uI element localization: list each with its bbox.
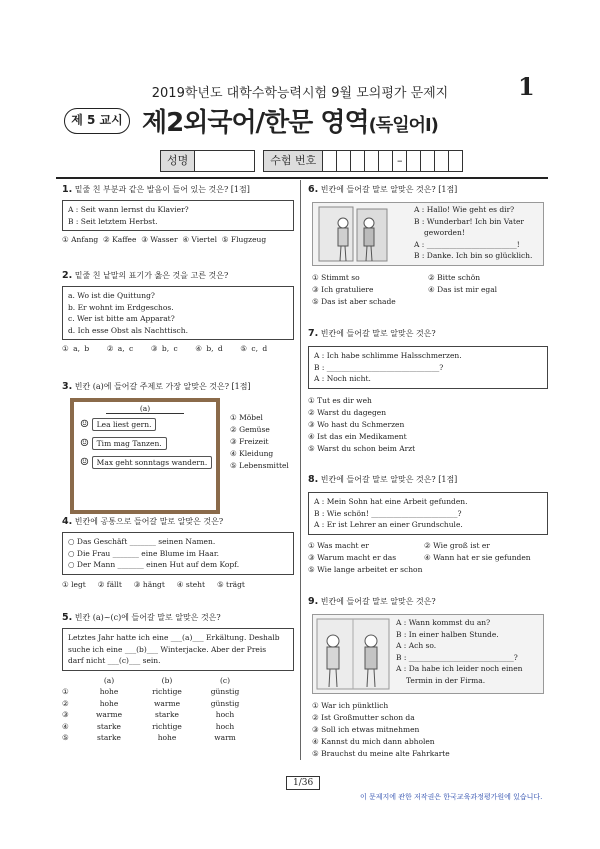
name-label: 성명 [160, 150, 195, 172]
q5-cell: richtige [152, 687, 182, 696]
exam-no-digit[interactable] [435, 150, 449, 172]
exam-no-digit[interactable] [421, 150, 435, 172]
q5-cell: starke [155, 710, 179, 719]
q6-line: B : Danke. Ich bin so glücklich. [414, 251, 533, 260]
q5-cell: richtige [152, 721, 182, 731]
question-1 [62, 184, 294, 246]
exam-title: 2019학년도 대학수학능력시험 9월 모의평가 문제지 [151, 86, 449, 101]
q2-option[interactable]: ① a, b [62, 344, 90, 353]
q5-option-num[interactable]: ⑤ [62, 733, 69, 742]
q7-prompt: 빈칸에 들어갈 말로 알맞은 것은? [320, 329, 436, 338]
q1-number: 1. [62, 184, 73, 195]
q3-option[interactable]: ② Gemüse [230, 425, 270, 434]
q4-line: ○ Der Mann _______ einen Hut auf dem Kopf. [68, 560, 240, 569]
subject-main: 제2외국어/한문 영역 [142, 108, 369, 138]
q8-option-row [308, 540, 548, 552]
q7-line: A : Ich habe schlimme Halsschmerzen. [314, 351, 462, 360]
q4-option[interactable]: ② fällt [97, 579, 122, 589]
q8-number: 8. [308, 474, 319, 485]
q5-cell: günstig [210, 687, 240, 696]
q7-line: A : Noch nicht. [314, 374, 371, 383]
q2-number: 2. [62, 270, 73, 281]
q9-option[interactable]: ⑤ Brauchst du meine alte Fahrkarte [312, 749, 450, 758]
subject-title [142, 102, 438, 139]
q5-header: (b) [161, 675, 173, 685]
q9-illustration [313, 615, 393, 693]
q6-illustration [313, 203, 395, 265]
q8-option[interactable]: ⑤ Wie lange arbeitet er schon [308, 564, 423, 574]
q5-cell: warme [95, 710, 123, 719]
session-badge: 제 5 교시 [64, 108, 130, 134]
exam-no-digit[interactable] [449, 150, 463, 172]
q8-option[interactable]: ④ Wann hat er sie gefunden [424, 552, 531, 562]
q9-line: A : Ach so. [396, 641, 437, 650]
question-4 [62, 516, 294, 591]
q5-prompt: 빈칸 (a)~(c)에 들어갈 말로 알맞은 것은? [74, 613, 221, 622]
q3-bubble-row [80, 456, 214, 469]
q8-option[interactable]: ③ Warum macht er das [308, 552, 397, 562]
q6-option[interactable]: ⑤ Das ist aber schade [312, 297, 396, 306]
q8-line: B : Wie schön! _______________________? [314, 508, 462, 518]
q2-line: a. Wo ist die Quittung? [68, 291, 155, 300]
q3-option[interactable]: ① Möbel [230, 413, 263, 422]
copyright-note: 이 문제지에 관한 저작권은 한국교육과정평가원에 있습니다. [360, 793, 543, 801]
q6-option[interactable]: ② Bitte schön [428, 273, 481, 282]
q5-option-row[interactable] [62, 698, 254, 710]
q5-cell: hoch [215, 721, 235, 731]
q1-option[interactable]: ④ Viertel [182, 235, 217, 244]
footer-page-indicator: 1/36 [286, 776, 320, 790]
q9-option[interactable]: ③ Soll ich etwas mitnehmen [312, 725, 420, 734]
q6-dialog [414, 204, 542, 262]
header-rule [56, 177, 548, 179]
q6-option[interactable]: ③ Ich gratuliere [312, 285, 374, 294]
q5-cell: starke [97, 721, 121, 731]
q2-line: b. Er wohnt im Erdgeschos. [68, 302, 174, 312]
smiley-icon: ☺ [80, 419, 89, 430]
q5-line: Letztes Jahr hatte ich eine ___(a)___ Erkältung. Deshalb [68, 633, 280, 642]
q3-bubble: Tim mag Tanzen. [92, 437, 167, 450]
question-3 [62, 381, 294, 393]
q3-option[interactable]: ⑤ Lebensmittel [230, 461, 289, 470]
exam-no-digit[interactable] [351, 150, 365, 172]
q3-frame-label: (a) [106, 404, 184, 414]
q5-line: darf nicht ___(c)___ sein. [68, 656, 161, 665]
q8-dialog-box [308, 492, 548, 535]
q9-option[interactable]: ① War ich pünktlich [312, 701, 389, 710]
footer-total: 36 [301, 778, 314, 788]
q3-option[interactable]: ③ Freizeit [230, 437, 269, 446]
q1-option[interactable]: ① Anfang [62, 235, 99, 244]
q2-line: c. Wer ist bitte am Apparat? [68, 314, 175, 323]
q5-options-table [62, 675, 254, 744]
q5-cell: günstig [210, 698, 240, 708]
q1-line: B : Seit letztem Herbst. [68, 216, 158, 226]
q5-cell: hoch [215, 710, 235, 719]
q3-picture-frame [70, 398, 220, 514]
q4-option[interactable]: ① legt [62, 579, 86, 589]
q5-header: (c) [219, 675, 231, 685]
q5-line: suche ich eine ___(b)___ Winterjacke. Aber der Preis [68, 644, 267, 654]
q5-option-num[interactable]: ② [62, 698, 69, 708]
q2-option[interactable]: ③ b, c [150, 344, 178, 353]
q9-dialog [396, 617, 544, 686]
exam-no-digit[interactable] [379, 150, 393, 172]
q3-bubble-row [80, 418, 214, 431]
q4-options [62, 579, 294, 591]
question-8 [308, 474, 548, 576]
q1-option[interactable]: ⑤ Flugzeug [221, 235, 267, 244]
q5-cell: hohe [99, 698, 119, 708]
exam-no-digit[interactable] [365, 150, 379, 172]
q8-line: A : Er ist Lehrer an einer Grundschule. [314, 520, 463, 529]
exam-no-digit[interactable] [407, 150, 421, 172]
q5-cell: hohe [157, 733, 177, 742]
q1-dialog-box [62, 200, 294, 231]
q9-line: Termin in der Firma. [406, 675, 486, 685]
q4-option[interactable]: ⑤ trägt [216, 579, 245, 589]
q7-dialog-box [308, 346, 548, 389]
q8-option[interactable]: ① Was macht er [308, 540, 369, 550]
q4-prompt: 빈칸에 공통으로 들어갈 말로 알맞은 것은? [74, 517, 224, 526]
name-field[interactable] [195, 150, 255, 172]
q2-line: d. Ich esse Obst als Nachttisch. [68, 325, 188, 335]
q5-option-row[interactable] [62, 709, 254, 721]
id-row [160, 150, 463, 172]
q3-bubble-row [80, 437, 214, 450]
q5-option-num[interactable]: ① [62, 687, 69, 696]
q6-line: B : Wunderbar! Ich bin Vater [414, 216, 524, 226]
q5-header-row [62, 675, 254, 687]
q5-option-row[interactable] [62, 721, 254, 733]
q4-line: ○ Das Geschäft _______ seinen Namen. [68, 537, 216, 546]
q1-option[interactable]: ② Kaffee [103, 235, 137, 244]
exam-no-digit[interactable] [337, 150, 351, 172]
q9-number: 9. [308, 596, 319, 607]
exam-no-label: 수험 번호 [263, 150, 323, 172]
q4-line: ○ Die Frau _______ eine Blume im Haar. [68, 548, 219, 558]
q1-line: A : Seit wann lernst du Klavier? [68, 205, 189, 214]
q9-line: B : ____________________________? [396, 652, 518, 662]
q8-options [308, 540, 548, 576]
q5-cell: warme [153, 698, 181, 708]
q8-line: A : Mein Sohn hat eine Arbeit gefunden. [314, 497, 468, 506]
footer-page: 1 [293, 778, 299, 788]
question-6 [308, 184, 548, 196]
q8-option[interactable]: ② Wie groß ist er [424, 540, 490, 550]
q8-option-row [308, 552, 548, 564]
question-5 [62, 612, 294, 744]
q9-options [312, 700, 548, 760]
q5-header: (a) [103, 675, 115, 685]
q1-option[interactable]: ③ Wasser [141, 235, 178, 244]
q7-number: 7. [308, 328, 319, 339]
q7-option[interactable]: ④ Ist das ein Medikament [308, 431, 407, 441]
q7-line: B : ______________________________? [314, 362, 444, 372]
exam-no-digit[interactable] [323, 150, 337, 172]
q7-option[interactable]: ③ Wo hast du Schmerzen [308, 419, 405, 429]
q6-prompt: 빈칸에 들어갈 말로 알맞은 것은? [1점] [320, 185, 458, 194]
q2-sentences-box [62, 286, 294, 340]
q5-cell: warm [214, 733, 236, 742]
q9-line: B : In einer halben Stunde. [396, 629, 499, 639]
page-number: 1 [518, 72, 535, 101]
q4-number: 4. [62, 516, 73, 527]
q8-prompt: 빈칸에 들어갈 말로 알맞은 것은? [1점] [320, 475, 458, 484]
q7-options [308, 395, 548, 455]
q2-prompt: 밑줄 친 낱말의 표기가 옳은 것을 고른 것은? [74, 271, 229, 280]
q4-option[interactable]: ④ steht [176, 579, 206, 589]
question-2 [62, 270, 294, 355]
q4-sentences-box [62, 532, 294, 575]
q6-options [312, 272, 548, 308]
q3-number: 3. [62, 381, 73, 392]
q5-cell: hohe [99, 687, 119, 696]
question-7 [308, 328, 548, 455]
q9-prompt: 빈칸에 들어갈 말로 알맞은 것은? [320, 597, 436, 606]
q3-prompt: 빈칸 (a)에 들어갈 주제로 가장 알맞은 것은? [1점] [74, 382, 251, 391]
q5-cell: starke [97, 733, 121, 742]
q6-option-row [312, 284, 548, 296]
question-9 [308, 596, 548, 608]
column-divider [300, 180, 301, 760]
q7-option[interactable]: ① Tut es dir weh [308, 395, 372, 405]
q2-option[interactable]: ⑤ c, d [240, 344, 268, 353]
q7-option[interactable]: ⑤ Warst du schon beim Arzt [308, 443, 416, 453]
q5-option-num[interactable]: ③ [62, 710, 69, 719]
subject-sub: (독일어Ⅰ) [368, 115, 438, 136]
q2-option[interactable]: ④ b, d [195, 344, 223, 353]
q5-option-num[interactable]: ④ [62, 721, 69, 731]
q4-option[interactable]: ③ hängt [133, 579, 165, 589]
smiley-icon: ☺ [80, 438, 89, 449]
q6-line: A : Hallo! Wie geht es dir? [414, 205, 515, 214]
q3-option[interactable]: ④ Kleidung [230, 449, 274, 458]
q9-line: A : Da habe ich leider noch einen [396, 664, 523, 673]
q3-bubble: Lea liest gern. [92, 418, 157, 431]
q1-prompt: 밑줄 친 부분과 같은 발음이 들어 있는 것은? [1점] [74, 185, 250, 194]
q6-option-row [312, 272, 548, 284]
q1-options [62, 234, 294, 246]
q6-line: geworden! [424, 228, 465, 237]
q6-line: A : ________________________! [414, 239, 520, 249]
q6-option[interactable]: ④ Das ist mir egal [428, 285, 498, 294]
q5-option-row[interactable] [62, 732, 254, 744]
q2-options [62, 343, 294, 355]
q6-option[interactable]: ① Stimmt so [312, 273, 360, 282]
q2-option[interactable]: ② a, c [106, 344, 134, 353]
q3-options [230, 412, 300, 472]
exam-no-dash: – [393, 150, 407, 172]
q9-line: A : Wann kommst du an? [396, 618, 491, 627]
q6-number: 6. [308, 184, 319, 195]
q7-option[interactable]: ② Warst du dagegen [308, 407, 387, 417]
q5-option-row[interactable] [62, 686, 254, 698]
q3-bubble: Max geht sonntags wandern. [92, 456, 213, 469]
q9-option[interactable]: ④ Kannst du mich dann abholen [312, 737, 435, 746]
q9-option[interactable]: ② Ist Großmutter schon da [312, 713, 415, 722]
q5-text-box [62, 628, 294, 671]
q5-number: 5. [62, 612, 73, 623]
smiley-icon: ☺ [80, 457, 89, 468]
